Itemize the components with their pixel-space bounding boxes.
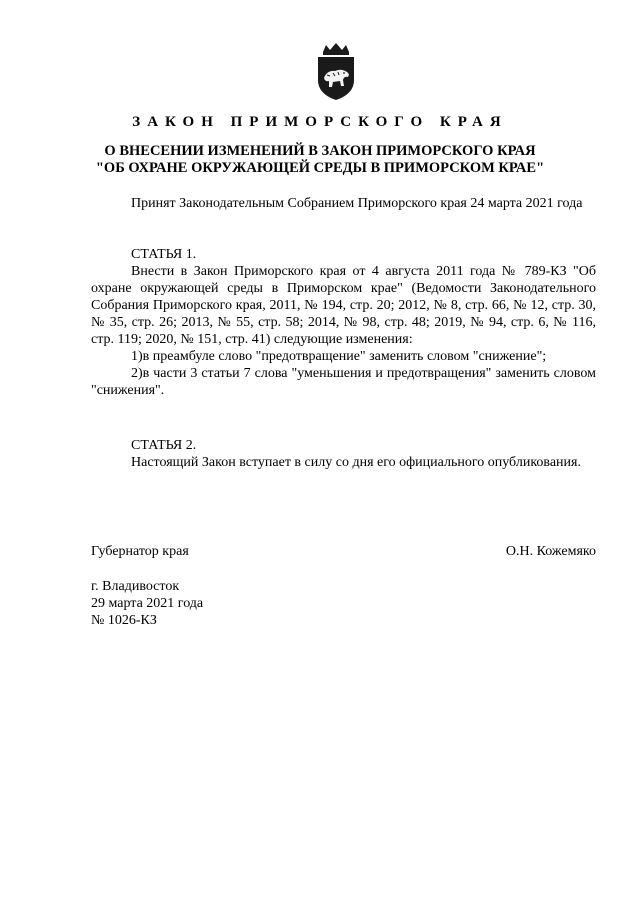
article-2-heading: СТАТЬЯ 2. [131,438,197,453]
article-1-item-2: 2)в части 3 статьи 7 слова "уменьшения и предотвращения" заменить словом "снижения". [91,366,596,398]
footer-city: г. Владивосток [91,579,180,594]
signatory-position: Губернатор края [91,544,189,559]
article-1-intro: Внести в Закон Приморского края от 4 августа 2011 года № 789-КЗ "Об охране окружающей среды в Приморском крае" (Ведомости Законодательного Собрания Приморского края, 2011, № 194, стр. 20; 2012, № 8, стр. 66, № 12, стр. 30, № 35, стр. 26; 2013, № 55, стр. 58; 2014, № 98, стр. 48; 2019, № 94, стр. 6, № 116, стр. 119; 2020, № 151, стр. 41) следующие изменения: [91,264,596,347]
adoption-text: Принят Законодательным Собранием Приморского края 24 марта 2021 года [131,196,583,211]
article-1-item-1: 1)в преамбуле слово "предотвращение" заменить словом "снижение"; [131,349,547,364]
signatory-name: О.Н. Кожемяко [505,544,596,559]
document-subtitle [0,143,640,177]
subtitle-line-1: О ВНЕСЕНИИ ИЗМЕНЕНИЙ В ЗАКОН ПРИМОРСКОГО КРАЯ [104,143,536,159]
article-2 [91,437,596,471]
subtitle-line-2: "ОБ ОХРАНЕ ОКРУЖАЮЩЕЙ СРЕДЫ В ПРИМОРСКОМ КРАЕ" [95,160,545,176]
article-1-heading: СТАТЬЯ 1. [131,247,197,262]
footer-number: № 1026-КЗ [91,613,157,628]
document-title: ЗАКОН ПРИМОРСКОГО КРАЯ [132,114,508,130]
coat-of-arms-icon [313,42,359,102]
adoption-block [91,195,596,212]
article-1 [91,246,596,399]
footer-date: 29 марта 2021 года [91,596,204,611]
document-footer [91,578,203,629]
article-2-text: Настоящий Закон вступает в силу со дня его официального опубликования. [131,455,581,470]
